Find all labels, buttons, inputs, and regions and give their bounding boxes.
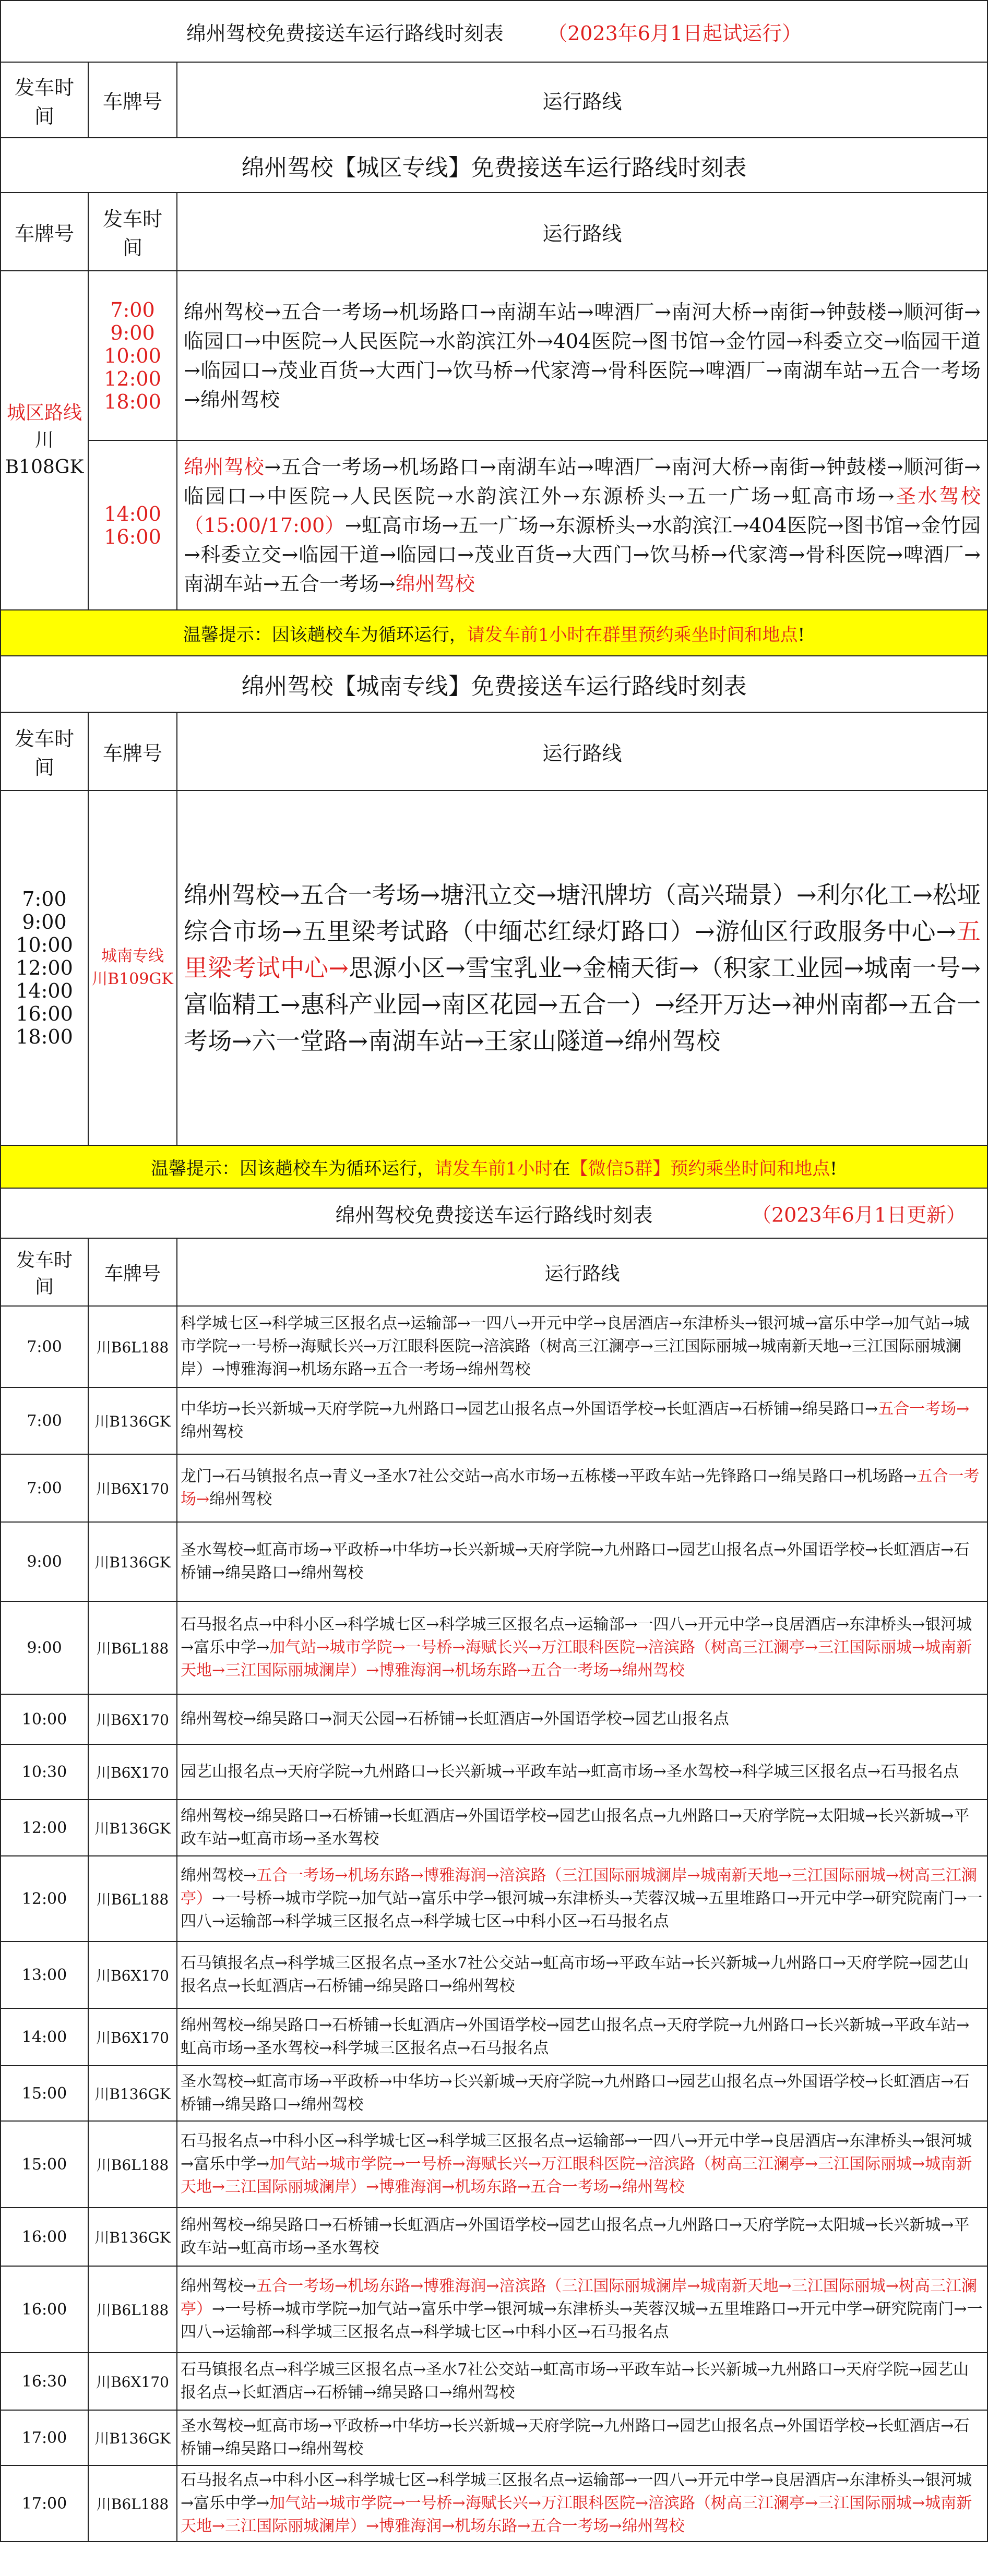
schedule-col-depart: 发车时间 — [1, 1238, 88, 1306]
route-segment: 龙门→石马镇报名点→青义→圣水7社公交站→高水市场→五栋楼→平政车站→先锋路口→绵吴路口→机场路→ — [181, 1467, 917, 1485]
schedule-route — [177, 2266, 987, 2353]
city-line-plate: 川B108GK — [5, 429, 84, 478]
city-title: 绵州驾校【城区专线】免费接送车运行路线时刻表 — [1, 138, 987, 193]
schedule-plate: 川B6X170 — [88, 1694, 177, 1744]
warning-text: ! — [797, 624, 805, 645]
main-column-header — [1, 62, 987, 138]
schedule-plate: 川B6L188 — [88, 1856, 177, 1942]
schedule-route — [177, 2008, 987, 2066]
time-item: 7:00 — [22, 888, 67, 910]
south-times — [1, 790, 88, 1145]
route-segment: 五合一考场→ — [181, 1467, 980, 1508]
schedule-time: 15:00 — [1, 2066, 88, 2121]
schedule-plate: 川B136GK — [88, 1800, 177, 1856]
schedule-plate: 川B6X170 — [88, 1744, 177, 1800]
south-warning-row — [1, 1145, 987, 1188]
route-segment: 石马报名点→中科小区→科学城七区→科学城三区报名点→运输部→一四八→开元中学→良居酒店→东津桥头→银河城→富乐中学→ — [181, 1615, 972, 1657]
schedule-route — [177, 1454, 987, 1522]
schedule-time: 16:00 — [1, 2208, 88, 2266]
schedule-time: 9:00 — [1, 1601, 88, 1694]
schedule-time: 12:00 — [1, 1800, 88, 1856]
col-route: 运行路线 — [177, 62, 987, 138]
schedule-row — [1, 1744, 987, 1800]
route-segment: →五合一考场→机场路口→南湖车站→啤酒厂→南河大桥→南街→钟鼓楼→顺河街→临园口→中医院→人民医院→水韵滨江外→东源桥头→五一广场→虹高市场→ — [184, 455, 981, 508]
schedule-row — [1, 2008, 987, 2066]
schedule-column-header — [1, 1238, 987, 1306]
time-item: 14:00 — [16, 979, 73, 1002]
schedule-row — [1, 2121, 987, 2208]
city-times-1 — [88, 271, 177, 440]
schedule-plate: 川B6L188 — [88, 2465, 177, 2542]
south-title: 绵州驾校【城南专线】免费接送车运行路线时刻表 — [1, 656, 987, 712]
schedule-row — [1, 1306, 987, 1387]
schedule-plate: 川B6L188 — [88, 1306, 177, 1387]
schedule-time: 7:00 — [1, 1306, 88, 1387]
schedule-row — [1, 1800, 987, 1856]
south-line-name: 城南专线 — [101, 947, 164, 965]
schedule-plate: 川B6X170 — [88, 2353, 177, 2410]
south-warning — [1, 1145, 987, 1188]
main-title: 绵州驾校免费接送车运行路线时刻表 — [186, 21, 504, 45]
route-segment: 五合一考场→机场东路→博雅海润→涪滨路（三江国际丽城澜岸→城南新天地→三江国际丽城→树高三江澜亭） — [181, 1866, 977, 1908]
time-item: 12:00 — [104, 367, 161, 390]
route-segment: 加气站→城市学院→一号桥→海赋长兴→万江眼科医院→涪滨路（树高三江澜亭→三江国际丽城→城南新天地→三江国际丽城澜岸）→博雅海润→机场东路→五合一考场→绵州驾校 — [181, 2494, 972, 2535]
city-line-cell — [1, 271, 88, 610]
time-item: 10:00 — [16, 933, 73, 956]
warning-text: 请发车前1小时 — [467, 624, 585, 645]
schedule-plate: 川B136GK — [88, 2208, 177, 2266]
schedule-route — [177, 1694, 987, 1744]
route-segment: 绵州驾校→ — [181, 1866, 257, 1885]
schedule-plate: 川B6L188 — [88, 1601, 177, 1694]
route-segment: 圣水驾校→虹高市场→平政桥→中华坊→长兴新城→天府学院→九州路口→园艺山报名点→外国语学校→长虹酒店→石桥铺→绵吴路口→绵州驾校 — [181, 1541, 970, 1582]
city-column-header — [1, 193, 987, 271]
schedule-time: 12:00 — [1, 1856, 88, 1942]
time-item: 9:00 — [110, 321, 155, 344]
schedule-route — [177, 2066, 987, 2121]
south-col-route: 运行路线 — [177, 712, 987, 790]
schedule-route — [177, 1744, 987, 1800]
schedule-row — [1, 1942, 987, 2008]
schedule-route — [177, 2410, 987, 2465]
schedule-row — [1, 2353, 987, 2410]
city-col-route: 运行路线 — [177, 193, 987, 271]
schedule-row — [1, 2266, 987, 2353]
schedule-time: 15:00 — [1, 2121, 88, 2208]
time-item: 9:00 — [22, 910, 67, 933]
south-line-table — [0, 655, 988, 1189]
schedule-plate: 川B6X170 — [88, 1942, 177, 2008]
warning-text: 温馨提示：因该趟校车为循环运行， — [151, 1158, 435, 1179]
south-col-depart: 发车时间 — [1, 712, 88, 790]
warning-text: 在群里 — [585, 624, 638, 645]
route-segment: 五合一考场→机场东路→博雅海润→涪滨路（三江国际丽城澜岸→城南新天地→三江国际丽城→树高三江澜亭） — [181, 2277, 977, 2318]
schedule-row — [1, 1694, 987, 1744]
schedule-plate: 川B136GK — [88, 2066, 177, 2121]
route-segment: 绵州驾校 — [181, 1423, 243, 1441]
trial-date-note: （2023年6月1日起试运行） — [547, 21, 802, 45]
city-col-depart: 发车时间 — [88, 193, 177, 271]
warning-text: 请发车前1小时 — [435, 1158, 553, 1179]
route-segment: 绵州驾校→五合一考场→塘汛立交→塘汛牌坊（高兴瑞景）→利尔化工→松垭综合市场→五里梁考试路（中缅芯红绿灯路口）→游仙区行政服务中心→ — [184, 881, 981, 945]
route-segment: 绵州驾校→ — [181, 2277, 257, 2295]
schedule-route — [177, 1387, 987, 1454]
schedule-route — [177, 2208, 987, 2266]
schedule-row — [1, 2208, 987, 2266]
route-segment: 圣水驾校→虹高市场→平政桥→中华坊→长兴新城→天府学院→九州路口→园艺山报名点→外国语学校→长虹酒店→石桥铺→绵吴路口→绵州驾校 — [181, 2072, 970, 2114]
schedule-row — [1, 2410, 987, 2465]
route-segment: →一号桥→城市学院→加气站→富乐中学→银河城→东津桥头→芙蓉汉城→五里堆路口→开元中学→研究院南门→一四八→运输部→科学城三区报名点→科学城七区→中科小区→石马报名点 — [181, 2300, 983, 2341]
schedule-plate: 川B136GK — [88, 1522, 177, 1601]
route-segment: 石马镇报名点→科学城三区报名点→圣水7社公交站→虹高市场→平政车站→长兴新城→九州路口→天府学院→园艺山报名点→长虹酒店→石桥铺→绵吴路口→绵州驾校 — [181, 2361, 969, 2402]
schedule-route — [177, 2465, 987, 2542]
schedule-row — [1, 2066, 987, 2121]
schedule-row — [1, 1856, 987, 1942]
city-route-1: 绵州驾校→五合一考场→机场路口→南湖车站→啤酒厂→南河大桥→南街→钟鼓楼→顺河街→临园口→中医院→人民医院→水韵滨江外→404医院→图书馆→金竹园→科委立交→临园干道→临园口→茂业百货→大西门→饮马桥→代家湾→骨科医院→啤酒厂→南湖车站→五合一考场→绵州驾校 — [177, 271, 987, 440]
schedule-time: 17:00 — [1, 2465, 88, 2542]
city-line-table — [0, 137, 988, 656]
time-item: 10:00 — [104, 344, 161, 367]
route-segment: 圣水驾校→虹高市场→平政桥→中华坊→长兴新城→天府学院→九州路口→园艺山报名点→外国语学校→长虹酒店→石桥铺→绵吴路口→绵州驾校 — [181, 2417, 970, 2458]
route-segment: 石马报名点→中科小区→科学城七区→科学城三区报名点→运输部→一四八→开元中学→良居酒店→东津桥头→银河城→富乐中学→ — [181, 2132, 972, 2173]
route-segment: 绵州驾校 — [395, 572, 475, 595]
schedule-col-route: 运行路线 — [177, 1238, 987, 1306]
schedule-route — [177, 1942, 987, 2008]
schedule-route — [177, 1856, 987, 1942]
warning-text: ! — [830, 1158, 837, 1179]
schedule-row — [1, 1522, 987, 1601]
route-segment: 思源小区→雪宝乳业→金楠天街→（积家工业园→城南一号→富临精工→惠科产业园→南区花园→五合一）→经开万达→神州南都→五合一考场→六一堂路→南湖车站→王家山隧道→绵州驾校 — [184, 954, 981, 1055]
route-segment: 绵州驾校→绵吴路口→石桥铺→长虹酒店→外国语学校→园艺山报名点→天府学院→九州路口→长兴新城→平政车站→虹高市场→圣水驾校→科学城三区报名点→石马报名点 — [181, 2016, 970, 2057]
city-warning — [1, 610, 987, 656]
time-item: 14:00 — [104, 502, 161, 525]
time-item: 18:00 — [104, 390, 161, 413]
warning-text: 预约乘坐时间和地点 — [670, 1158, 830, 1179]
schedule-time: 10:30 — [1, 1744, 88, 1800]
route-segment: 绵州驾校 — [209, 1490, 272, 1508]
south-route — [177, 790, 987, 1145]
schedule-time: 16:30 — [1, 2353, 88, 2410]
route-segment: 绵州驾校→绵吴路口→洞天公园→石桥铺→长虹酒店→外国语学校→园艺山报名点 — [181, 1710, 729, 1728]
schedule-title-cell — [1, 1188, 987, 1238]
col-plate: 车牌号 — [88, 62, 177, 138]
schedule-plate: 川B6L188 — [88, 2266, 177, 2353]
city-title-row — [1, 138, 987, 193]
warning-text: 预约乘坐时间和地点 — [638, 624, 798, 645]
schedule-row — [1, 1601, 987, 1694]
route-segment: 绵州驾校 — [184, 455, 265, 478]
city-col-plate: 车牌号 — [1, 193, 88, 271]
route-segment: 绵州驾校→绵吴路口→石桥铺→长虹酒店→外国语学校→园艺山报名点→九州路口→天府学院→太阳城→长兴新城→平政车站→虹高市场→圣水驾校 — [181, 2216, 970, 2257]
schedule-route — [177, 1306, 987, 1387]
schedule-time: 14:00 — [1, 2008, 88, 2066]
south-row — [1, 790, 987, 1145]
city-row-2 — [1, 440, 987, 610]
schedule-time: 7:00 — [1, 1387, 88, 1454]
time-item: 16:00 — [104, 525, 161, 548]
route-segment: 中华坊→长兴新城→天府学院→九州路口→园艺山报名点→外国语学校→长虹酒店→石桥铺→绵吴路口→ — [181, 1400, 878, 1418]
time-item: 16:00 — [16, 1002, 73, 1025]
city-route-2 — [177, 440, 987, 610]
schedule-route — [177, 1522, 987, 1601]
route-segment: 五合一考场→ — [878, 1400, 970, 1418]
schedule-table — [0, 1188, 988, 2542]
schedule-row — [1, 2465, 987, 2542]
south-line-plate: 川B109GK — [92, 970, 173, 988]
route-segment: 科学城七区→科学城三区报名点→运输部→一四八→开元中学→良居酒店→东津桥头→银河城→富乐中学→加气站→城市学院→一号桥→海赋长兴→万江眼科医院→涪滨路（树高三江澜亭→三江国际丽城→城南新天地→三江国际丽城澜岸）→博雅海润→机场东路→五合一考场→绵州驾校 — [181, 1314, 970, 1379]
schedule-time: 17:00 — [1, 2410, 88, 2465]
city-row-1 — [1, 271, 987, 440]
schedule-route — [177, 1800, 987, 1856]
warning-text: 温馨提示：因该趟校车为循环运行， — [183, 624, 467, 645]
schedule-time: 13:00 — [1, 1942, 88, 2008]
schedule-row — [1, 1387, 987, 1454]
schedule-time: 16:00 — [1, 2266, 88, 2353]
city-times-2 — [88, 440, 177, 610]
schedule-title-row — [1, 1188, 987, 1238]
south-column-header — [1, 712, 987, 790]
route-segment: →一号桥→城市学院→加气站→富乐中学→银河城→东津桥头→芙蓉汉城→五里堆路口→开元中学→研究院南门→一四八→运输部→科学城三区报名点→科学城七区→中科小区→石马报名点 — [181, 1889, 983, 1931]
schedule-time: 10:00 — [1, 1694, 88, 1744]
schedule-plate: 川B6X170 — [88, 1454, 177, 1522]
schedule-route — [177, 1601, 987, 1694]
time-item: 12:00 — [16, 956, 73, 979]
schedule-plate: 川B6L188 — [88, 2121, 177, 2208]
schedule-title: 绵州驾校免费接送车运行路线时刻表 — [335, 1203, 653, 1227]
south-line-cell — [88, 790, 177, 1145]
south-col-plate: 车牌号 — [88, 712, 177, 790]
col-depart-time: 发车时间 — [1, 62, 88, 138]
time-item: 18:00 — [16, 1025, 73, 1048]
route-segment: 圣水驾校（15:00/17:00） — [184, 484, 981, 537]
route-segment: →虹高市场→五一广场→东源桥头→水韵滨江→404医院→图书馆→金竹园→科委立交→临园干道→临园口→茂业百货→大西门→饮马桥→代家湾→骨科医院→啤酒厂→南湖车站→五合一考场→ — [184, 513, 981, 595]
schedule-route — [177, 2121, 987, 2208]
route-segment: 石马镇报名点→科学城三区报名点→圣水7社公交站→虹高市场→平政车站→长兴新城→九州路口→天府学院→园艺山报名点→长虹酒店→石桥铺→绵吴路口→绵州驾校 — [181, 1954, 969, 1995]
warning-text: 在 — [552, 1158, 570, 1179]
schedule-row — [1, 1454, 987, 1522]
schedule-col-plate: 车牌号 — [88, 1238, 177, 1306]
schedule-plate: 川B136GK — [88, 1387, 177, 1454]
south-title-row — [1, 656, 987, 712]
schedule-body — [1, 1306, 987, 2542]
route-segment: 五里梁考试中心→ — [184, 917, 981, 982]
schedule-plate: 川B136GK — [88, 2410, 177, 2465]
city-line-name: 城区路线 — [6, 402, 82, 424]
time-item: 7:00 — [110, 298, 155, 321]
main-title-row — [1, 1, 987, 62]
schedule-time: 7:00 — [1, 1454, 88, 1522]
route-segment: 加气站→城市学院→一号桥→海赋长兴→万江眼科医院→涪滨路（树高三江澜亭→三江国际丽城→城南新天地→三江国际丽城澜岸）→博雅海润→机场东路→五合一考场→绵州驾校 — [181, 2155, 972, 2196]
schedule-time: 9:00 — [1, 1522, 88, 1601]
route-segment: 绵州驾校→绵吴路口→石桥铺→长虹酒店→外国语学校→园艺山报名点→九州路口→天府学院→太阳城→长兴新城→平政车站→虹高市场→圣水驾校 — [181, 1807, 970, 1848]
schedule-plate: 川B6X170 — [88, 2008, 177, 2066]
route-segment: 加气站→城市学院→一号桥→海赋长兴→万江眼科医院→涪滨路（树高三江澜亭→三江国际丽城→城南新天地→三江国际丽城澜岸）→博雅海润→机场东路→五合一考场→绵州驾校 — [181, 1638, 972, 1680]
main-header-table — [0, 0, 988, 138]
route-segment: 园艺山报名点→天府学院→九州路口→长兴新城→平政车站→虹高市场→圣水驾校→科学城三区报名点→石马报名点 — [181, 1763, 959, 1781]
warning-text: 【微信5群】 — [570, 1158, 671, 1179]
schedule-route — [177, 2353, 987, 2410]
route-segment: 石马报名点→中科小区→科学城七区→科学城三区报名点→运输部→一四八→开元中学→良居酒店→东津桥头→银河城→富乐中学→ — [181, 2471, 972, 2512]
city-warning-row — [1, 610, 987, 656]
schedule-update-note: （2023年6月1日更新） — [751, 1203, 966, 1227]
